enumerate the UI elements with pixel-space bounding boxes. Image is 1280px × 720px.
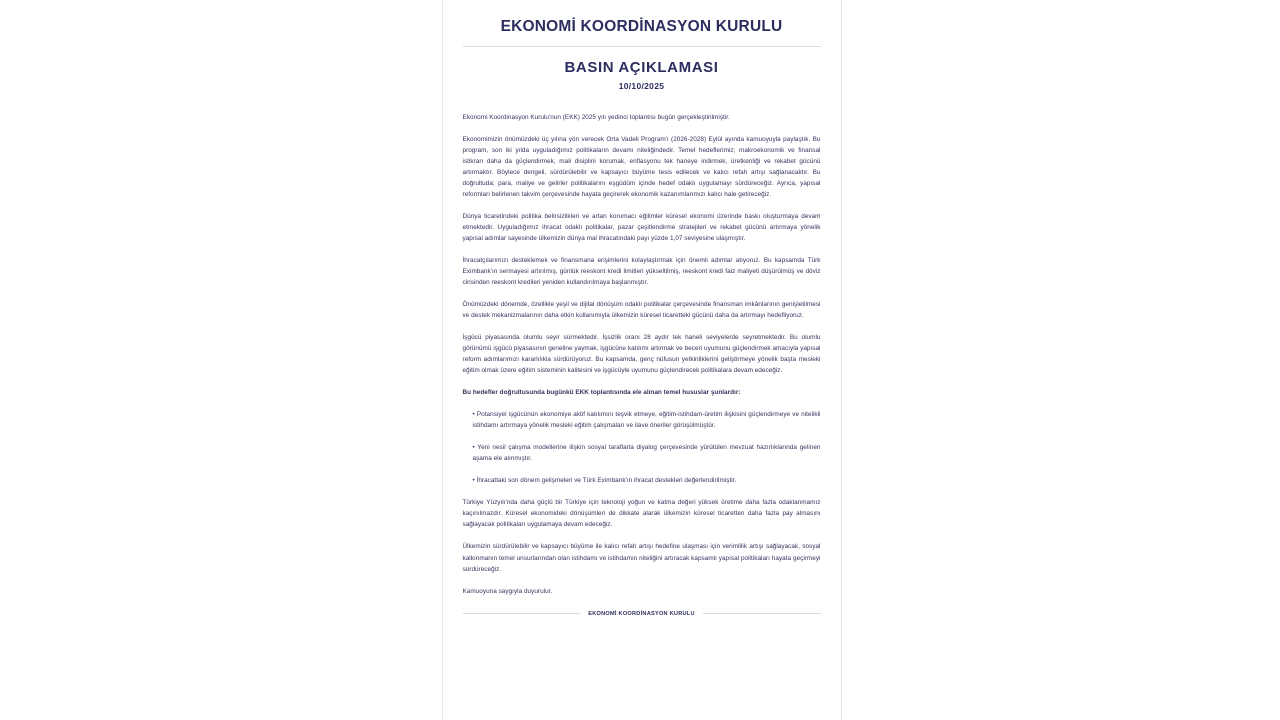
footer-label: EKONOMİ KOORDİNASYON KURULU: [588, 610, 695, 617]
agenda-bullet-list: [463, 409, 821, 486]
paragraph-mvp: Ekonomimizin önümüzdeki üç yılına yön verecek Orta Vadeli Program'ı (2026-2028) Eylül ayında kamuoyuyla paylaştık. Bu program, son iki yılda uyguladığımız politikaların devamı niteliğindedir. Temel hedeflerimiz; makroekonomik ve finansal istikrarı daha da güçlendirmek, mali disiplini korumak, enflasyonu tek haneye indirmek, üretkenliği ve rekabet gücünü artırmaktır. Böylece dengeli, sürdürülebilir ve kapsayıcı büyüme tesis edilecek ve kalıcı refah artışı sağlanacaktır. Bu doğrultuda; para, maliye ve gelirler politikalarını eşgüdüm içinde hedef odaklı uygulamayı sürdüreceğiz. Ayrıca, yapısal reformları belirlenen takvim çerçevesinde hayata geçirerek ekonomik kazanımlarımızı kalıcı hale getireceğiz.: [462, 136, 821, 199]
list-item: • İhracattaki son dönem gelişmeleri ve Türk Eximbank'ın ihracat destekleri değerlendirilmiştir.: [472, 477, 737, 485]
release-date: 10/10/2025: [618, 81, 665, 92]
document-body: [463, 112, 821, 597]
footer-divider-left: [463, 613, 581, 614]
paragraph-sustainable-growth: Ülkemizin sürdürülebilir ve kapsayıcı büyüme ile kalıcı refah artışı hedefine ulaşması için verimlilik artışı sağlayacak, sosyal kalkınmanın temel unsurlarından olan istihdamı ve istihdamın niteliğini artıracak kapsamlı yapısal politikaları hayata geçirmeyi sürdüreceğiz.: [462, 543, 821, 573]
list-item: • Potansiyel işgücünün ekonomiye aktif katılımını teşvik etmeye, eğitim-istihdam-üretim ilişkisini güçlendirmeye ve nitelikli istihdamı artırmaya yönelik mesleki eğitim çalışmaları ve ilave öneriler görüşülmüştür.: [472, 411, 821, 430]
list-item: • Yeni nesil çalışma modellerine ilişkin sosyal taraflarla diyalog çerçevesinde yürütülen mevzuat hazırlıklarında gelinen aşama ele alınmıştır.: [472, 444, 821, 463]
header-divider: [463, 46, 821, 47]
paragraph-eximbank: İhracatçılarımızı desteklemek ve finansmana erişimlerini kolaylaştırmak için önemli adımlar atıyoruz. Bu kapsamda Türk Eximbank'ın sermayesi artırılmış, günlük reeskont kredi limitleri yükseltilmiş, reeskont kredi faiz maliyeti düşürülmüş ve döviz cinsinden reeskont kredileri yeniden kullandırılmaya başlanmıştır.: [462, 257, 821, 287]
paragraph-century: Türkiye Yüzyılı'nda daha güçlü bir Türkiye için teknoloji yoğun ve katma değeri yüksek üretime daha fazla odaklanmamız kaçınılmazdır. Küresel ekonomideki dönüşümleri de dikkate alarak ülkemizin küresel ticaretten daha fazla pay almasını sağlayacak politikaları uygulamaya devam edeceğiz.: [462, 499, 821, 529]
paragraph-green-digital: Önümüzdeki dönemde, özellikle yeşil ve dijital dönüşüm odaklı politikalar çerçevesinde finansman imkânlarının genişletilmesi ve destek mekanizmalarının daha etkin kullanımıyla ülkemizin küresel ticaretteki gücünü daha da artırmayı hedefliyoruz.: [462, 301, 821, 320]
paragraph-labor-market: İşgücü piyasasında olumlu seyir sürmektedir. İşsizlik oranı 28 aydır tek haneli seviyelerde seyretmektedir. Bu olumlu görünümü işgücü piyasasının geneline yaymak, işgücüne katılımı artırmak ve beceri uyumunu güçlendirmek amacıyla yapısal reform adımlarımızı kararlılıkla sürdürüyoruz. Bu kapsamda, genç nüfusun yetkinliklerini geliştirmeye yönelik başta mesleki eğitim olmak üzere eğitim sisteminin kalitesini ve işgücüyle uyumunu güçlendirecek politikalara devam edeceğiz.: [462, 334, 821, 375]
paragraph-intro: Ekonomi Koordinasyon Kurulu'nun (EKK) 2025 yılı yedinci toplantısı bugün gerçekleştirilmiştir.: [462, 114, 730, 122]
paragraph-closing: Kamuoyuna saygıyla duyurulur.: [462, 587, 553, 595]
release-title: BASIN AÇIKLAMASI: [564, 59, 719, 77]
document-footer: [463, 611, 821, 631]
press-release-page: [442, 0, 842, 720]
document-header: [463, 18, 821, 91]
paragraph-world-trade: Dünya ticaretindeki politika belirsizlikleri ve artan korumacı eğilimler küresel ekonomi üzerinde baskı oluşturmaya devam etmektedir. Uyguladığımız ihracat odaklı politikalar, pazar çeşitlendirme stratejileri ve rekabet gücünü artırmaya yönelik yapısal adımlar sayesinde ülkemizin dünya mal ihracatındaki payı yüzde 1,07 seviyesine ulaşmıştır.: [462, 213, 821, 243]
footer-divider-right: [703, 613, 821, 614]
page-title: EKONOMİ KOORDİNASYON KURULU: [500, 18, 783, 35]
paragraph-agenda-lead: Bu hedefler doğrultusunda bugünkü EKK toplantısında ele alınan temel hususlar şunlardır:: [462, 389, 741, 397]
